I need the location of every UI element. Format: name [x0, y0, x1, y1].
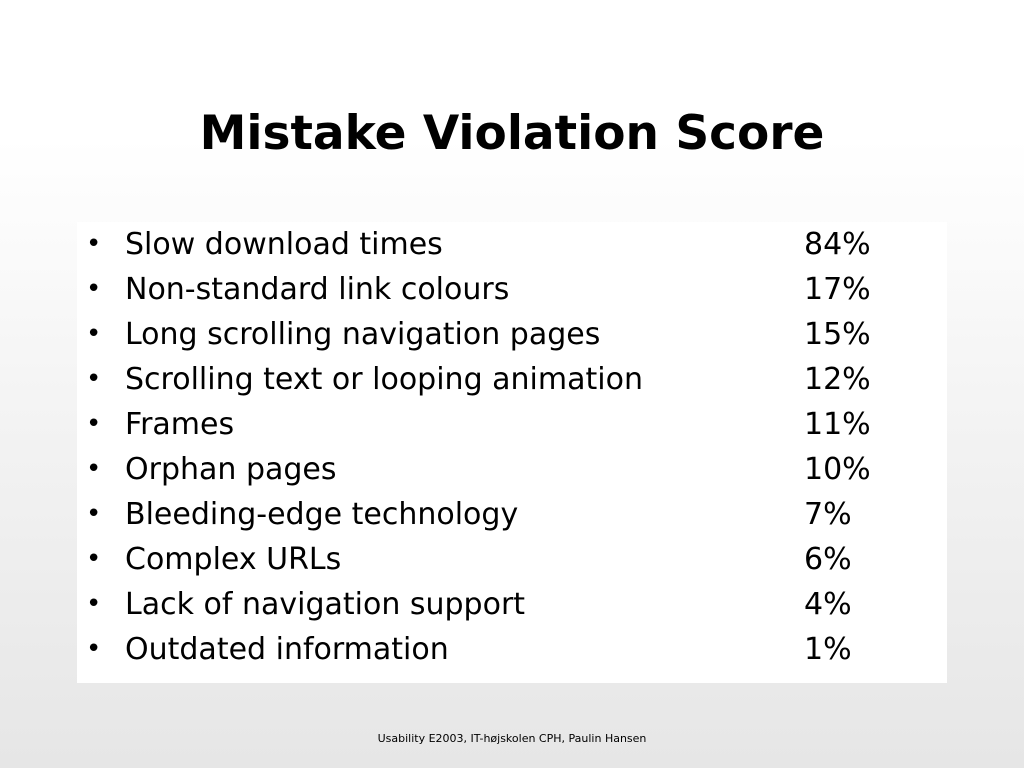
list-item [77, 492, 947, 537]
slide-title: Mistake Violation Score [199, 106, 825, 161]
item-score: 4% [804, 587, 852, 622]
item-label: Slow download times [125, 227, 443, 262]
item-score: 7% [804, 497, 852, 532]
slide-footer: Usability E2003, IT-højskolen CPH, Paulin Hansen [377, 732, 647, 745]
bullet-icon: • [86, 454, 102, 484]
bullet-icon: • [86, 364, 102, 394]
item-label: Outdated information [125, 632, 449, 667]
bullet-icon: • [86, 229, 102, 259]
bullet-icon: • [86, 409, 102, 439]
list-item [77, 402, 947, 447]
list-item [77, 222, 947, 267]
bullet-icon: • [86, 319, 102, 349]
item-score: 1% [804, 632, 852, 667]
content-panel [77, 222, 947, 683]
list-item [77, 357, 947, 402]
item-label: Scrolling text or looping animation [125, 362, 643, 397]
list-item [77, 582, 947, 627]
bullet-icon: • [86, 634, 102, 664]
item-score: 15% [804, 317, 871, 352]
list-item [77, 447, 947, 492]
bullet-icon: • [86, 499, 102, 529]
item-label: Lack of navigation support [125, 587, 526, 622]
item-score: 12% [804, 362, 871, 397]
list-item [77, 312, 947, 357]
list-item [77, 537, 947, 582]
item-label: Non-standard link colours [125, 272, 510, 307]
item-label: Bleeding-edge technology [125, 497, 519, 532]
item-score: 11% [804, 407, 871, 442]
item-label: Long scrolling navigation pages [125, 317, 601, 352]
item-score: 10% [804, 452, 871, 487]
bullet-icon: • [86, 544, 102, 574]
item-label: Frames [125, 407, 235, 442]
item-score: 84% [804, 227, 871, 262]
item-label: Orphan pages [125, 452, 337, 487]
item-label: Complex URLs [125, 542, 342, 577]
list-item [77, 627, 947, 672]
item-score: 6% [804, 542, 852, 577]
list-item [77, 267, 947, 312]
bullet-icon: • [86, 589, 102, 619]
item-score: 17% [804, 272, 871, 307]
bullet-icon: • [86, 274, 102, 304]
